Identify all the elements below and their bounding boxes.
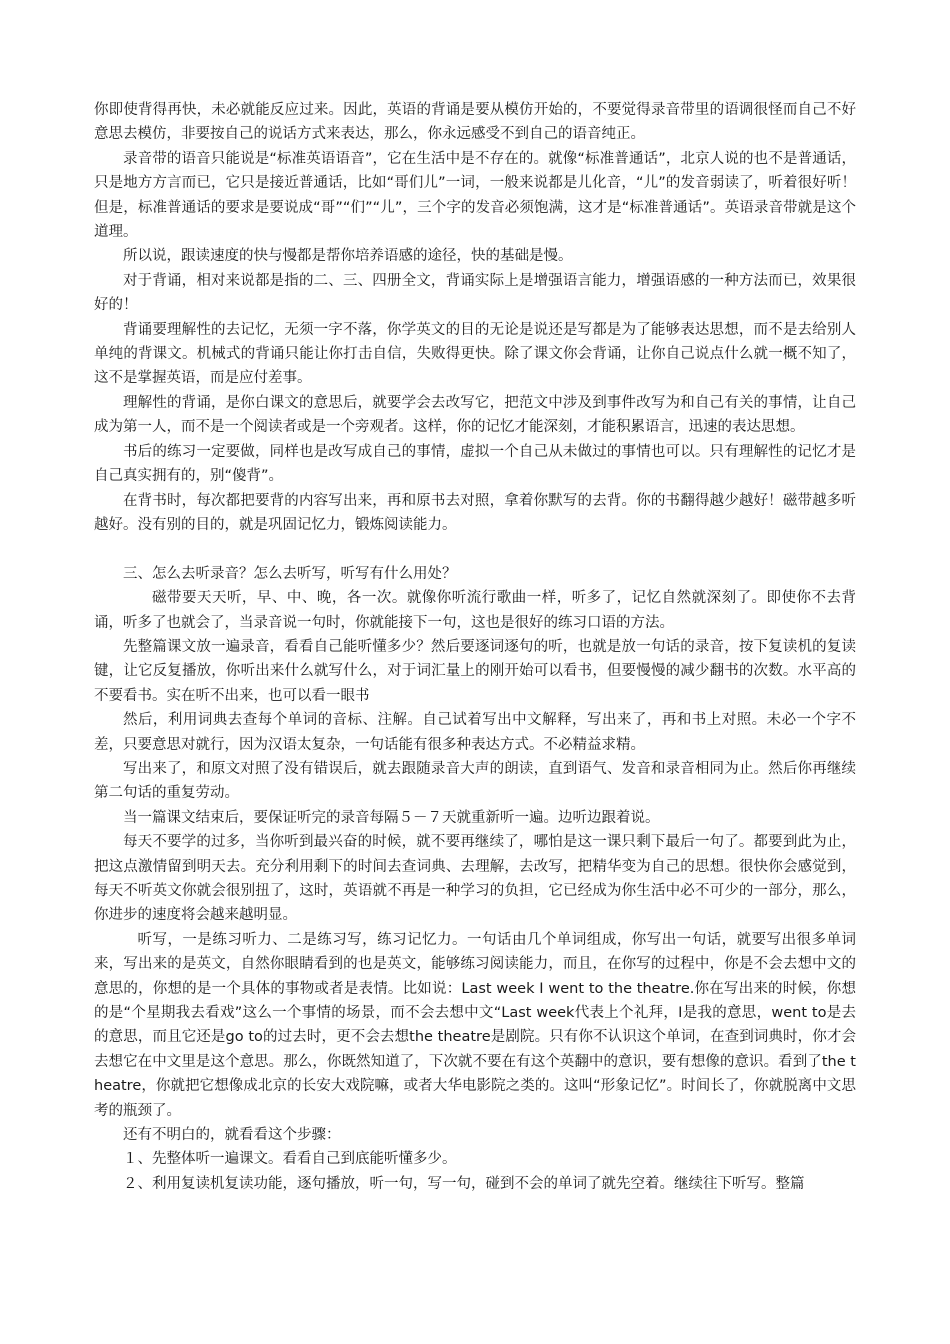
paragraph: 书后的练习一定要做，同样也是改写成自己的事情，虚拟一个自己从未做过的事情也可以。只有理解性的记忆才是自己真实拥有的，别“傻背”。 xyxy=(94,443,856,485)
paragraph: 每天不要学的过多，当你听到最兴奋的时候，就不要再继续了，哪怕是这一课只剩下最后一句了。都要到此为止，把这点激情留到明天去。充分利用剩下的时间去查词典、去理解，去改写，把精华变为自己的思想。很快你会感觉到，每天不听英文你就会很别扭了，这时，英语就不再是一种学习的负担，它已经成为你生活中必不可少的一部分，那么，你进步的速度将会越来越明显。 xyxy=(94,834,856,924)
paragraph: 还有不明白的，就看看这个步骤： xyxy=(123,1127,341,1144)
paragraph: 磁带要天天听，早、中、晚，各一次。就像你听流行歌曲一样，听多了，记忆自然就深刻了。即使你不去背诵，听多了也就会了，当录音说一句时，你就能接下一句，这也是很好的练习口语的方法。 xyxy=(94,590,856,631)
paragraph: 所以说，跟读速度的快与慢都是帮你培养语感的途径，快的基础是慢。 xyxy=(123,248,573,265)
document-page xyxy=(94,98,856,1196)
paragraph: 听写，一是练习听力、二是练习写，练习记忆力。一句话由几个单词组成，你写出一句话，就要写出很多单词来，写出来的是英文，自然你眼睛看到的也是英文，能够练习阅读能力，而且，在你写的过程中，你是不会去想中文的意思的，你想的是一个具体的事物或者是表情。比如说：Last week I went to the theatre.你在写出来的时候，你想的是“个星期我去看戏”这么一个事情的场景，而不会去想中文“Last week代表上个礼拜，I是我的意思，went to是去的意思，而且它还是go to的过去时，更不会去想the theatre是剧院。只有你不认识这个单词，在查到词典时，你才会去想它在中文里是这个意思。那么，你既然知道了，下次就不要在有这个英翻中的意识，要有想像的意识。看到了the theatre，你就把它想像成北京的长安大戏院嘛，或者大华电影院之类的。这叫“形象记忆”。时间长了，你就脱离中文思考的瓶颈了。 xyxy=(94,931,856,1119)
list-item: ２、利用复读机复读功能，逐句播放，听一句，写一句，碰到不会的单词了就先空着。继续往下听写。整篇 xyxy=(123,1175,805,1192)
paragraph: 你即使背得再快，未必就能反应过来。因此，英语的背诵是要从模仿开始的，不要觉得录音带里的语调很怪而自己不好意思去模仿，非要按自己的说话方式来表达，那么，你永远感受不到自己的语音纯正。 xyxy=(94,102,856,143)
paragraph: 对于背诵，相对来说都是指的二、三、四册全文，背诵实际上是增强语言能力，增强语感的一种方法而已，效果很好的！ xyxy=(94,272,856,314)
paragraph: 理解性的背诵，是你白课文的意思后，就要学会去改写它，把范文中涉及到事件改写为和自己有关的事情，让自己成为第一人，而不是一个阅读者或是一个旁观者。这样，你的记忆才能深刻，才能积累语言，迅速的表达思想。 xyxy=(94,394,856,436)
paragraph: 当一篇课文结束后，要保证听完的录音每隔５－７天就重新听一遍。边听边跟着说。 xyxy=(123,809,660,826)
paragraph: 先整篇课文放一遍录音，看看自己能听懂多少？然后要逐词逐句的听，也就是放一句话的录音，按下复读机的复读键，让它反复播放，你听出来什么就写什么，对于词汇量上的刚开始可以看书，但要慢慢的减少翻书的次数。水平高的不要看书。实在听不出来，也可以看一眼书 xyxy=(94,638,856,704)
paragraph: 在背书时，每次都把要背的内容写出来，再和原书去对照，拿着你默写的去背。你的书翻得越少越好！磁带越多听越好。没有别的目的，就是巩固记忆力，锻炼阅读能力。 xyxy=(94,492,856,533)
paragraph: 写出来了，和原文对照了没有错误后，就去跟随录音大声的朗读，直到语气、发音和录音相同为止。然后你再继续第二句话的重复劳动。 xyxy=(94,760,856,802)
paragraph: 然后，利用词典去查每个单词的音标、注解。自己试着写出中文解释，写出来了，再和书上对照。未必一个字不差，只要意思对就行，因为汉语太复杂，一句话能有很多种表达方式。不必精益求精。 xyxy=(94,712,856,753)
section-heading: 三、怎么去听录音？怎么去听写，听写有什么用处？ xyxy=(123,565,457,582)
blank-line xyxy=(94,537,856,561)
paragraph: 录音带的语音只能说是“标准英语语音”，它在生活中是不存在的。就像“标准普通话”，北京人说的也不是普通话，只是地方方言而已，它只是接近普通话，比如“哥们儿”一词，一般来说都是儿化音，“儿”的发音弱读了，听着很好听！但是，标准普通话的要求是要说成“哥”“们”“儿”，三个字的发音必须饱满，这才是“标准普通话”。英语录音带就是这个道理。 xyxy=(94,150,856,241)
paragraph: 背诵要理解性的去记忆，无须一字不落，你学英文的目的无论是说还是写都是为了能够表达思想，而不是去给别人单纯的背课文。机械式的背诵只能让你打击自信，失败得更快。除了课文你会背诵，让你自己说点什么就一概不知了，这不是掌握英语，而是应付差事。 xyxy=(94,321,856,387)
list-item: １、先整体听一遍课文。看看自己到底能听懂多少。 xyxy=(123,1151,457,1168)
